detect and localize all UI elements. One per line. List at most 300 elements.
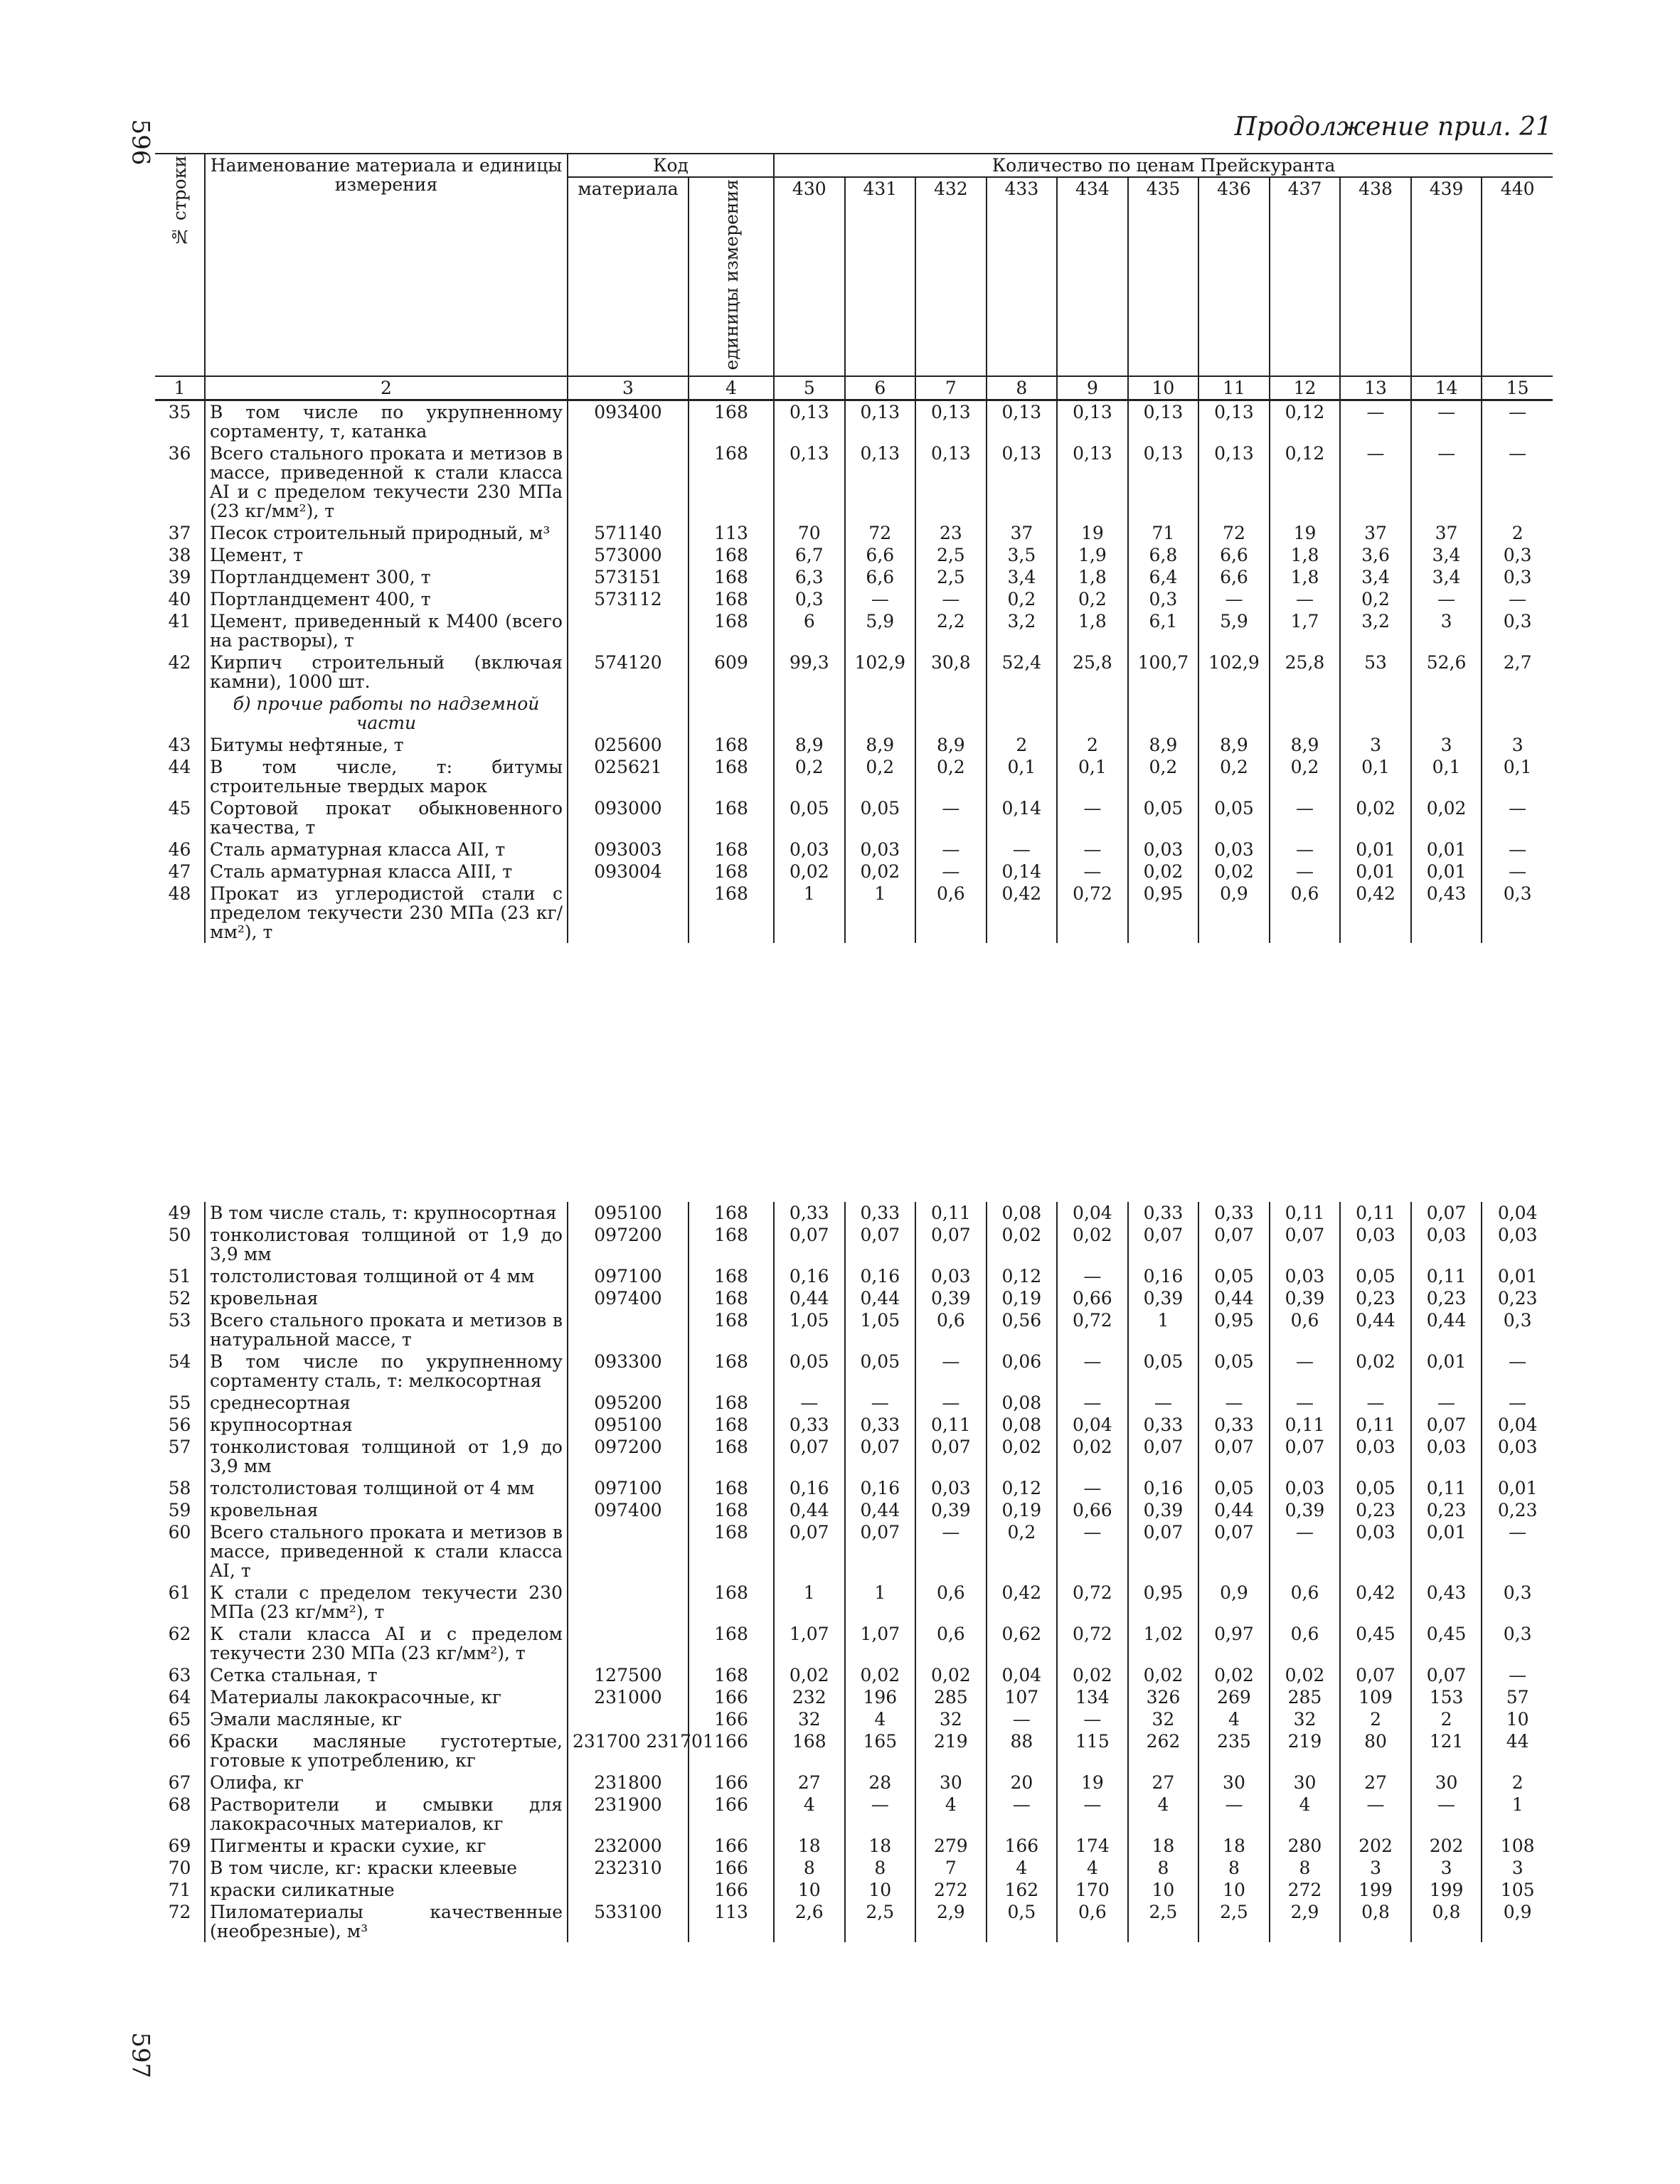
quantity-438: 0,23 — [1340, 1499, 1411, 1521]
quantity-431: 0,07 — [845, 1436, 916, 1477]
quantity-437: 0,2 — [1270, 756, 1341, 797]
quantity-433: 37 — [987, 522, 1058, 544]
quantity-431: 0,16 — [845, 1265, 916, 1287]
quantity-439: 0,03 — [1411, 1436, 1482, 1477]
quantity-431: 196 — [845, 1686, 916, 1708]
quantity-432: 0,11 — [915, 1414, 987, 1436]
table-row — [155, 1351, 1553, 1392]
quantity-440: 0,01 — [1482, 1265, 1553, 1287]
quantity-440: 2 — [1482, 1772, 1553, 1794]
col-index-7: 7 — [915, 376, 987, 400]
quantity-439: 0,07 — [1411, 1202, 1482, 1224]
quantity-438: 0,1 — [1340, 756, 1411, 797]
quantity-434: — — [1057, 1392, 1128, 1414]
quantity-435: 0,05 — [1128, 1351, 1199, 1392]
quantity-432: 30 — [915, 1772, 987, 1794]
quantity-437: — — [1270, 838, 1341, 861]
table-row — [155, 1436, 1553, 1477]
quantity-439: — — [1411, 1392, 1482, 1414]
quantity-439: 0,11 — [1411, 1265, 1482, 1287]
quantity-434: — — [1057, 1477, 1128, 1499]
row-number: 67 — [168, 1772, 191, 1793]
empty-cell — [1482, 693, 1553, 734]
unit-code: 168 — [689, 400, 774, 442]
unit-code: 168 — [689, 610, 774, 651]
quantity-431: 0,02 — [845, 1664, 916, 1686]
row-number: 46 — [168, 838, 191, 860]
unit-code: 166 — [689, 1794, 774, 1835]
material-code — [568, 610, 689, 651]
quantity-438: — — [1340, 400, 1411, 442]
quantity-439: 0,23 — [1411, 1287, 1482, 1309]
header-price-433: 433 — [987, 177, 1058, 376]
quantity-435: 326 — [1128, 1686, 1199, 1708]
quantity-437: 0,39 — [1270, 1499, 1341, 1521]
quantity-434: 0,1 — [1057, 756, 1128, 797]
quantity-433: 0,14 — [987, 861, 1058, 883]
quantity-431: 102,9 — [845, 651, 916, 693]
quantity-434: 0,02 — [1057, 1436, 1128, 1477]
material-code: 231000 — [568, 1686, 689, 1708]
unit-code: 166 — [689, 1857, 774, 1879]
row-number: 44 — [168, 756, 191, 777]
row-number: 36 — [168, 442, 191, 464]
unit-code: 168 — [689, 734, 774, 756]
header-name: Наименование материала и единицы измерения — [205, 154, 568, 376]
quantity-435: 0,13 — [1128, 400, 1199, 442]
col-index-15: 15 — [1482, 376, 1553, 400]
quantity-431: 0,33 — [845, 1414, 916, 1436]
material-name: В том числе по укрупненному сортаменту сталь, т: мелкосортная — [205, 1351, 568, 1392]
quantity-438: 0,02 — [1340, 1351, 1411, 1392]
table-row — [155, 1582, 1553, 1623]
table-row — [155, 566, 1553, 588]
quantity-430: 32 — [774, 1708, 845, 1730]
col-index-10: 10 — [1128, 376, 1199, 400]
material-code: 097200 — [568, 1436, 689, 1477]
quantity-432: 0,13 — [915, 400, 987, 442]
header-price-430: 430 — [774, 177, 845, 376]
material-name: В том числе, кг: краски клеевые — [205, 1857, 568, 1879]
table-row — [155, 1623, 1553, 1664]
quantity-432: — — [915, 1392, 987, 1414]
material-name: среднесортная — [205, 1392, 568, 1414]
quantity-438: 0,02 — [1340, 797, 1411, 838]
header-price-432: 432 — [915, 177, 987, 376]
material-name: В том числе по укрупненному сортаменту, т, катанка — [205, 400, 568, 442]
quantity-440: 0,3 — [1482, 1309, 1553, 1351]
quantity-440: 0,23 — [1482, 1287, 1553, 1309]
row-number: 59 — [168, 1500, 191, 1520]
quantity-430: 1 — [774, 1582, 845, 1623]
col-index-14: 14 — [1411, 376, 1482, 400]
material-name: краски силикатные — [205, 1879, 568, 1901]
quantity-433: 0,1 — [987, 756, 1058, 797]
table-row — [155, 1708, 1553, 1730]
quantity-438: 0,8 — [1340, 1901, 1411, 1942]
quantity-434: 0,6 — [1057, 1901, 1128, 1942]
quantity-437: 1,8 — [1270, 566, 1341, 588]
row-number: 48 — [168, 883, 191, 904]
unit-code: 168 — [689, 1623, 774, 1664]
unit-code: 168 — [689, 838, 774, 861]
quantity-433: 3,2 — [987, 610, 1058, 651]
quantity-434: 0,13 — [1057, 400, 1128, 442]
quantity-433: 0,12 — [987, 1477, 1058, 1499]
material-name: Цемент, приведенный к М400 (всего на растворы), т — [205, 610, 568, 651]
empty-cell — [1270, 693, 1341, 734]
quantity-438: 199 — [1340, 1879, 1411, 1901]
row-number: 35 — [168, 401, 191, 422]
quantity-431: 0,02 — [845, 861, 916, 883]
quantity-434: — — [1057, 1521, 1128, 1582]
material-name: Песок строительный природный, м³ — [205, 522, 568, 544]
quantity-437: 0,07 — [1270, 1436, 1341, 1477]
row-number: 40 — [168, 588, 191, 609]
quantity-439: 0,07 — [1411, 1664, 1482, 1686]
quantity-434: 19 — [1057, 1772, 1128, 1794]
header-row-no: № строки — [155, 154, 205, 376]
material-code: 097100 — [568, 1265, 689, 1287]
quantity-432: 0,03 — [915, 1477, 987, 1499]
quantity-430: 0,02 — [774, 1664, 845, 1686]
quantity-439: 3,4 — [1411, 544, 1482, 566]
material-name: В том числе, т: битумы строительные твердых марок — [205, 756, 568, 797]
material-name: Олифа, кг — [205, 1772, 568, 1794]
quantity-436: 0,44 — [1198, 1499, 1270, 1521]
col-index-13: 13 — [1340, 376, 1411, 400]
quantity-433: — — [987, 1708, 1058, 1730]
quantity-432: 30,8 — [915, 651, 987, 693]
quantity-439: 0,43 — [1411, 883, 1482, 943]
quantity-439: 0,01 — [1411, 861, 1482, 883]
quantity-439: 0,8 — [1411, 1901, 1482, 1942]
quantity-436: 0,9 — [1198, 1582, 1270, 1623]
col-index-12: 12 — [1270, 376, 1341, 400]
row-number: 65 — [168, 1709, 191, 1730]
table-row — [155, 544, 1553, 566]
quantity-435: 0,07 — [1128, 1436, 1199, 1477]
quantity-431: 72 — [845, 522, 916, 544]
quantity-433: 0,13 — [987, 442, 1058, 522]
quantity-440: — — [1482, 442, 1553, 522]
quantity-439: — — [1411, 442, 1482, 522]
header-price-435: 435 — [1128, 177, 1199, 376]
material-code: 097400 — [568, 1499, 689, 1521]
quantity-432: 272 — [915, 1879, 987, 1901]
material-name: Материалы лакокрасочные, кг — [205, 1686, 568, 1708]
unit-code: 113 — [689, 1901, 774, 1942]
quantity-434: — — [1057, 1794, 1128, 1835]
quantity-434: 1,8 — [1057, 566, 1128, 588]
quantity-436: 0,02 — [1198, 861, 1270, 883]
quantity-432: 2,2 — [915, 610, 987, 651]
header-price-438: 438 — [1340, 177, 1411, 376]
material-name: толстолистовая толщиной от 4 мм — [205, 1477, 568, 1499]
quantity-435: 6,4 — [1128, 566, 1199, 588]
quantity-436: 0,97 — [1198, 1623, 1270, 1664]
quantity-434: 2 — [1057, 734, 1128, 756]
quantity-437: 0,6 — [1270, 1623, 1341, 1664]
quantity-430: 10 — [774, 1879, 845, 1901]
empty-cell — [987, 693, 1058, 734]
unit-code: 168 — [689, 588, 774, 610]
empty-cell — [568, 693, 689, 734]
quantity-434: — — [1057, 838, 1128, 861]
row-number: 54 — [168, 1351, 191, 1372]
quantity-440: 10 — [1482, 1708, 1553, 1730]
material-name: Краски масляные густотертые, готовые к употреблению, кг — [205, 1730, 568, 1772]
col-index-5: 5 — [774, 376, 845, 400]
quantity-437: 285 — [1270, 1686, 1341, 1708]
quantity-432: 279 — [915, 1835, 987, 1857]
quantity-440: — — [1482, 400, 1553, 442]
material-code — [568, 1521, 689, 1582]
quantity-433: 52,4 — [987, 651, 1058, 693]
quantity-436: 0,05 — [1198, 1477, 1270, 1499]
quantity-437: 280 — [1270, 1835, 1341, 1857]
quantity-434: 134 — [1057, 1686, 1128, 1708]
material-name: Всего стального проката и метизов в натуральной массе, т — [205, 1309, 568, 1351]
quantity-438: 53 — [1340, 651, 1411, 693]
material-name: Портландцемент 400, т — [205, 588, 568, 610]
quantity-438: — — [1340, 1392, 1411, 1414]
quantity-431: 0,33 — [845, 1202, 916, 1224]
quantity-432: 0,03 — [915, 1265, 987, 1287]
quantity-430: 1,05 — [774, 1309, 845, 1351]
quantity-434: 0,04 — [1057, 1202, 1128, 1224]
quantity-440: 0,3 — [1482, 1582, 1553, 1623]
section-row — [155, 693, 1553, 734]
unit-code: 166 — [689, 1772, 774, 1794]
quantity-434: 1,8 — [1057, 610, 1128, 651]
continuation-title: Продолжение прил. 21 — [1234, 112, 1552, 142]
quantity-436: 72 — [1198, 522, 1270, 544]
row-number: 63 — [168, 1665, 191, 1685]
quantity-439: 0,01 — [1411, 1351, 1482, 1392]
unit-code: 166 — [689, 1835, 774, 1857]
quantity-440: — — [1482, 1392, 1553, 1414]
quantity-433: 0,19 — [987, 1499, 1058, 1521]
row-number: 68 — [168, 1794, 191, 1815]
quantity-436: 235 — [1198, 1730, 1270, 1772]
quantity-437: 30 — [1270, 1772, 1341, 1794]
quantity-431: 1 — [845, 1582, 916, 1623]
quantity-432: — — [915, 588, 987, 610]
table-row — [155, 797, 1553, 838]
quantity-430: 27 — [774, 1772, 845, 1794]
quantity-440: — — [1482, 1521, 1553, 1582]
quantity-433: 162 — [987, 1879, 1058, 1901]
section-title: б) прочие работы по надземной части — [205, 693, 568, 734]
material-code: 573112 — [568, 588, 689, 610]
unit-code: 168 — [689, 1392, 774, 1414]
quantity-438: 0,03 — [1340, 1436, 1411, 1477]
quantity-440: 0,03 — [1482, 1224, 1553, 1265]
quantity-435: 0,33 — [1128, 1414, 1199, 1436]
empty-cell — [689, 693, 774, 734]
quantity-433: 0,12 — [987, 1265, 1058, 1287]
table-row — [155, 734, 1553, 756]
unit-code: 168 — [689, 756, 774, 797]
quantity-434: 0,72 — [1057, 1582, 1128, 1623]
quantity-435: 4 — [1128, 1794, 1199, 1835]
quantity-438: 0,05 — [1340, 1477, 1411, 1499]
quantity-437: 8 — [1270, 1857, 1341, 1879]
quantity-435: 8 — [1128, 1857, 1199, 1879]
material-name: Сталь арматурная класса AII, т — [205, 838, 568, 861]
quantity-437: 0,6 — [1270, 1309, 1341, 1351]
quantity-435: 0,39 — [1128, 1499, 1199, 1521]
quantity-440: — — [1482, 838, 1553, 861]
quantity-439: 2 — [1411, 1708, 1482, 1730]
quantity-434: 170 — [1057, 1879, 1128, 1901]
quantity-434: 0,72 — [1057, 1309, 1128, 1351]
quantity-440: 105 — [1482, 1879, 1553, 1901]
quantity-438: 202 — [1340, 1835, 1411, 1857]
quantity-439: 0,23 — [1411, 1499, 1482, 1521]
quantity-430: 0,07 — [774, 1436, 845, 1477]
quantity-439: 0,02 — [1411, 797, 1482, 838]
quantity-432: 0,11 — [915, 1202, 987, 1224]
row-number: 51 — [168, 1266, 191, 1287]
material-name: К стали с пределом текучести 230 МПа (23 кг/мм²), т — [205, 1582, 568, 1623]
quantity-435: 6,1 — [1128, 610, 1199, 651]
quantity-439: 0,01 — [1411, 838, 1482, 861]
material-code: 571140 — [568, 522, 689, 544]
quantity-431: 0,16 — [845, 1477, 916, 1499]
row-number: 39 — [168, 566, 191, 587]
quantity-431: — — [845, 1794, 916, 1835]
quantity-430: 0,05 — [774, 1351, 845, 1392]
empty-cell — [1198, 693, 1270, 734]
quantity-433: — — [987, 838, 1058, 861]
unit-code: 168 — [689, 1664, 774, 1686]
row-number: 60 — [168, 1522, 191, 1543]
quantity-432: 8,9 — [915, 734, 987, 756]
quantity-438: 0,42 — [1340, 883, 1411, 943]
material-name: Цемент, т — [205, 544, 568, 566]
quantity-438: 3,6 — [1340, 544, 1411, 566]
quantity-434: 0,02 — [1057, 1664, 1128, 1686]
quantity-437: — — [1270, 588, 1341, 610]
quantity-430: 0,13 — [774, 400, 845, 442]
material-name: Битумы нефтяные, т — [205, 734, 568, 756]
quantity-433: 0,02 — [987, 1224, 1058, 1265]
quantity-431: 2,5 — [845, 1901, 916, 1942]
quantity-430: 1,07 — [774, 1623, 845, 1664]
quantity-440: — — [1482, 1664, 1553, 1686]
col-index-6: 6 — [845, 376, 916, 400]
header-price-436: 436 — [1198, 177, 1270, 376]
header-price-437: 437 — [1270, 177, 1341, 376]
quantity-440: — — [1482, 1351, 1553, 1392]
quantity-430: 0,03 — [774, 838, 845, 861]
row-number — [155, 693, 205, 734]
quantity-438: 3,2 — [1340, 610, 1411, 651]
col-index-1: 1 — [155, 376, 205, 400]
empty-cell — [1057, 693, 1128, 734]
row-number: 70 — [168, 1858, 191, 1878]
material-code: 097200 — [568, 1224, 689, 1265]
quantity-436: 6,6 — [1198, 544, 1270, 566]
quantity-439: 0,1 — [1411, 756, 1482, 797]
material-code: 095100 — [568, 1202, 689, 1224]
header-price-434: 434 — [1057, 177, 1128, 376]
quantity-435: 32 — [1128, 1708, 1199, 1730]
table-row — [155, 1202, 1553, 1224]
quantity-431: 28 — [845, 1772, 916, 1794]
unit-code: 113 — [689, 522, 774, 544]
unit-code: 168 — [689, 442, 774, 522]
quantity-439: 199 — [1411, 1879, 1482, 1901]
quantity-435: 1 — [1128, 1309, 1199, 1351]
quantity-430: 6,3 — [774, 566, 845, 588]
quantity-433: 3,5 — [987, 544, 1058, 566]
quantity-436: 0,44 — [1198, 1287, 1270, 1309]
quantity-435: 0,03 — [1128, 838, 1199, 861]
quantity-436: 0,13 — [1198, 442, 1270, 522]
quantity-432: 0,2 — [915, 756, 987, 797]
quantity-438: — — [1340, 1794, 1411, 1835]
quantity-436: 0,13 — [1198, 400, 1270, 442]
unit-code: 168 — [689, 1287, 774, 1309]
quantity-437: 0,12 — [1270, 442, 1341, 522]
quantity-431: 18 — [845, 1835, 916, 1857]
material-code: 025621 — [568, 756, 689, 797]
empty-cell — [1128, 693, 1199, 734]
quantity-434: — — [1057, 797, 1128, 838]
quantity-430: 2,6 — [774, 1901, 845, 1942]
quantity-434: — — [1057, 1351, 1128, 1392]
col-index-4: 4 — [689, 376, 774, 400]
quantity-434: 0,13 — [1057, 442, 1128, 522]
quantity-430: 0,07 — [774, 1521, 845, 1582]
material-code — [568, 1582, 689, 1623]
quantity-437: 8,9 — [1270, 734, 1341, 756]
quantity-435: 0,33 — [1128, 1202, 1199, 1224]
quantity-440: 2 — [1482, 522, 1553, 544]
quantity-433: 0,2 — [987, 1521, 1058, 1582]
header-price-439: 439 — [1411, 177, 1482, 376]
material-code: 533100 — [568, 1901, 689, 1942]
quantity-436: 0,07 — [1198, 1521, 1270, 1582]
quantity-440: 0,04 — [1482, 1414, 1553, 1436]
material-code: 232000 — [568, 1835, 689, 1857]
unit-code: 168 — [689, 1414, 774, 1436]
table-row — [155, 1730, 1553, 1772]
quantity-432: 4 — [915, 1794, 987, 1835]
quantity-438: 0,42 — [1340, 1582, 1411, 1623]
quantity-432: 0,39 — [915, 1499, 987, 1521]
quantity-433: 20 — [987, 1772, 1058, 1794]
table-row — [155, 1224, 1553, 1265]
unit-code: 168 — [689, 883, 774, 943]
material-name: крупносортная — [205, 1414, 568, 1436]
material-name: тонколистовая толщиной от 1,9 до 3,9 мм — [205, 1436, 568, 1477]
empty-cell — [845, 693, 916, 734]
material-name: К стали класса AI и с пределом текучести 230 МПа (23 кг/мм²), т — [205, 1623, 568, 1664]
table-row — [155, 1392, 1553, 1414]
material-code: 095100 — [568, 1414, 689, 1436]
material-code — [568, 1309, 689, 1351]
quantity-437: 0,03 — [1270, 1265, 1341, 1287]
unit-code: 168 — [689, 1351, 774, 1392]
quantity-439: 37 — [1411, 522, 1482, 544]
quantity-437: 4 — [1270, 1794, 1341, 1835]
quantity-430: 0,16 — [774, 1265, 845, 1287]
row-number: 45 — [168, 797, 191, 819]
